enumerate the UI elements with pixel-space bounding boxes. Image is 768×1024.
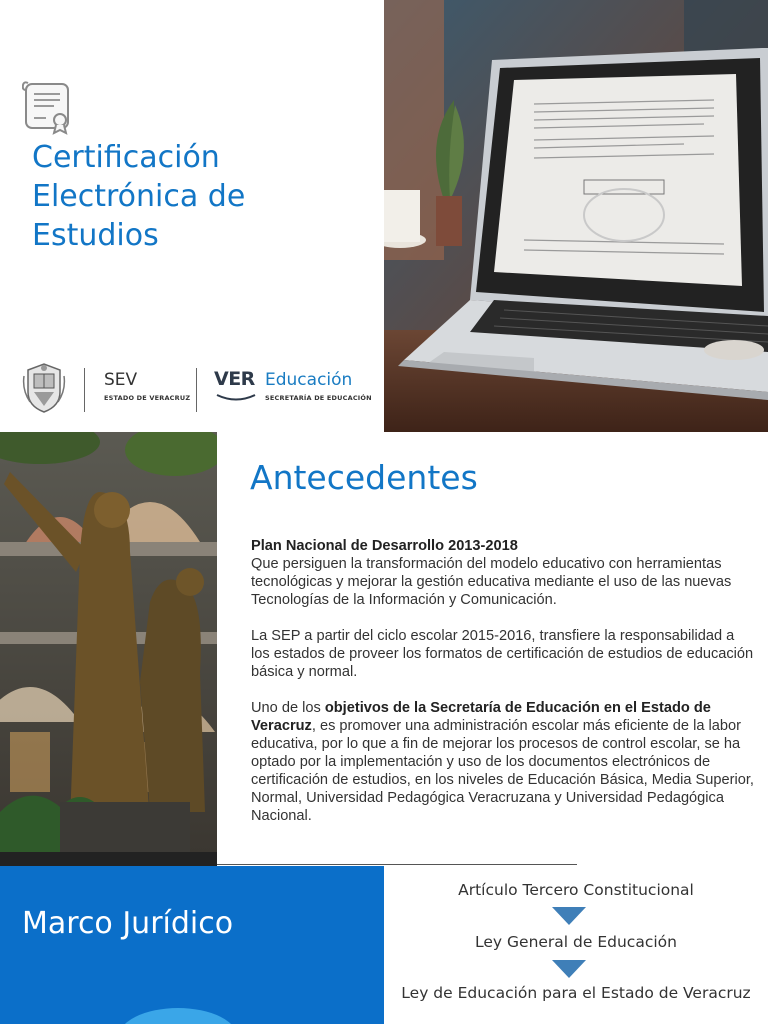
paragraph-text: Uno de los	[251, 700, 325, 716]
cover-title-line: Electrónica de	[32, 179, 246, 214]
arrow-down-icon	[552, 960, 586, 978]
laptop-photo	[384, 0, 768, 432]
paragraph-bold-text: objetivos de la Secretaría de Educación en el Estado de Veracruz	[251, 700, 711, 734]
antecedentes-title: Antecedentes	[250, 458, 478, 497]
law-item: Ley General de Educación	[475, 933, 677, 951]
educacion-logo-text: Educación	[265, 370, 353, 390]
certificate-icon	[22, 80, 76, 136]
divider-line	[217, 864, 577, 865]
paragraph-plan-nacional	[251, 537, 756, 609]
cover-title-line: Certificación	[32, 140, 220, 175]
paragraph-heading: Plan Nacional de Desarrollo 2013-2018	[251, 538, 518, 554]
logo-bar	[22, 362, 372, 418]
law-hierarchy	[396, 866, 756, 1024]
marco-title: Marco Jurídico	[22, 906, 234, 941]
cover-title-line: Estudios	[32, 218, 159, 253]
ver-swoosh-icon	[216, 392, 256, 402]
statue-photo	[0, 432, 217, 866]
paragraph-objetivos	[251, 699, 756, 825]
ver-logo-text: VER	[214, 368, 255, 390]
logo-divider	[196, 368, 197, 412]
educacion-logo-subtitle: SECRETARÍA DE EDUCACIÓN	[265, 394, 372, 402]
law-item: Artículo Tercero Constitucional	[458, 881, 694, 899]
antecedentes-slide	[0, 432, 768, 866]
paragraph-text: Que persiguen la transformación del modelo educativo con herramientas tecnológicas y mejorar la gestión educativa mediante el uso de las nuevas Tecnologías de la Información y Comunicación.	[251, 556, 732, 608]
marco-panel	[0, 866, 384, 1024]
paragraph-sep: La SEP a partir del ciclo escolar 2015-2016, transfiere la responsabilidad a los estados de proveer los formatos de certificación de estudios de educación básica y normal.	[251, 628, 754, 680]
logo-divider	[84, 368, 85, 412]
cover-slide	[0, 0, 768, 432]
paragraph-text: , es promover una administración escolar más eficiente de la labor educativa, por lo que a fin de mejorar los procesos de control escolar, se ha optado por la implementación y uso de los documentos electrónicos de certificación de estudios, en los niveles de Educación Básica, Media Superior, Normal, Universidad Pedagógica Veracruzana y Universidad Pedagógica Nacional.	[251, 718, 754, 824]
veracruz-shield-logo	[22, 362, 66, 414]
antecedentes-body	[251, 537, 756, 843]
marco-juridico-slide	[0, 866, 768, 1024]
sev-logo-subtitle: ESTADO DE VERACRUZ	[104, 394, 191, 402]
sev-logo-text: SEV	[104, 370, 138, 390]
decorative-circle	[118, 1008, 238, 1024]
cover-title	[32, 138, 372, 255]
law-item: Ley de Educación para el Estado de Veracruz	[401, 984, 751, 1002]
arrow-down-icon	[552, 907, 586, 925]
